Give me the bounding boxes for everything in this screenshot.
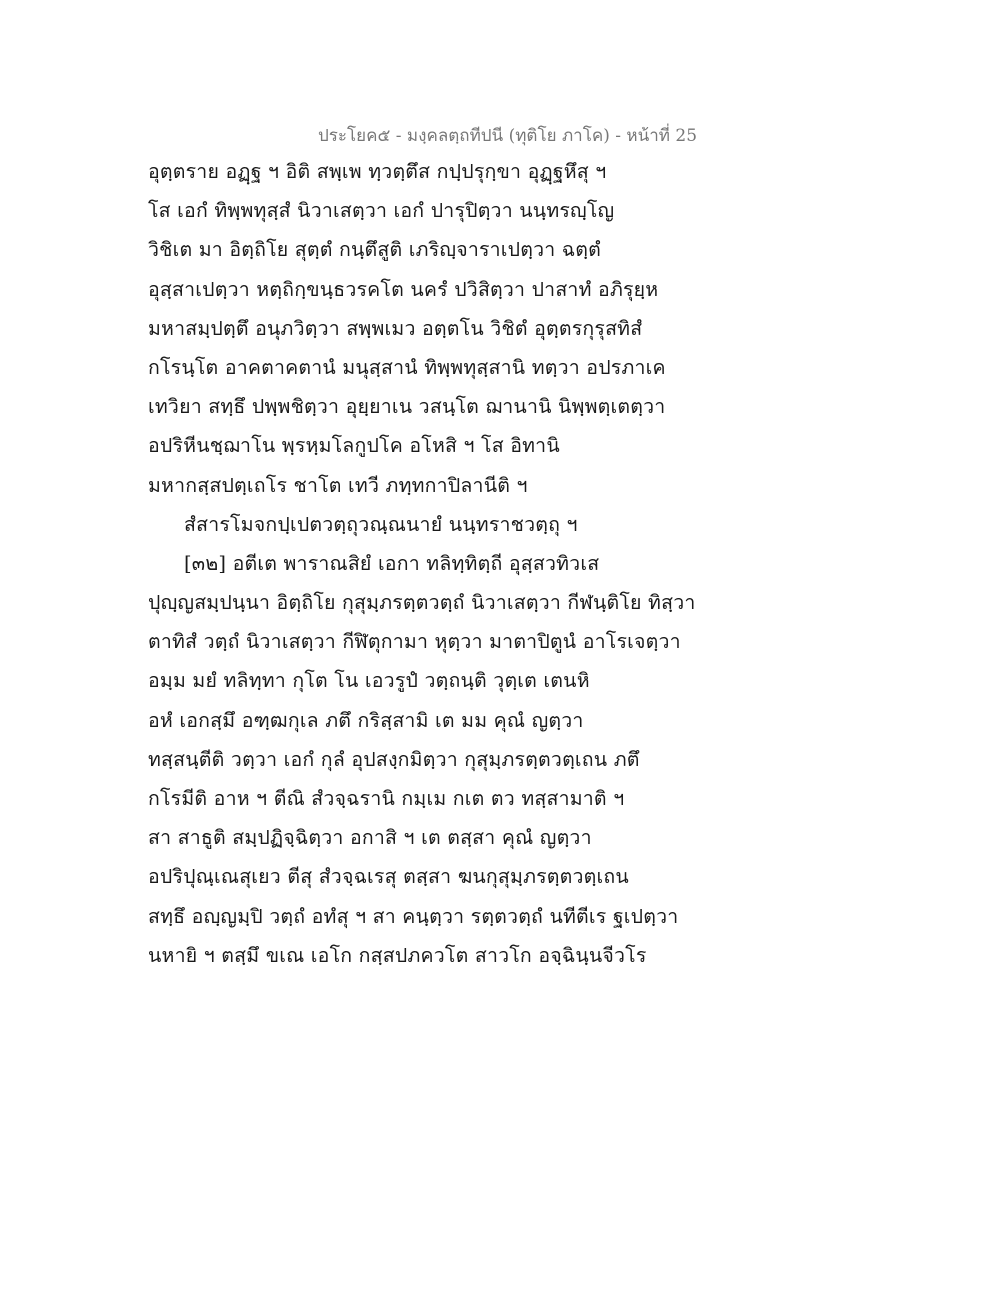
text-line: ปุญฺญสมฺปนฺนา อิตฺถิโย กุสุมฺภรตฺตวตฺถํ นิวาเสตฺวา กีฬนฺติโย ทิสฺวา xyxy=(148,591,696,615)
running-header: ประโยค๕ - มงฺคลตฺถทีปนี (ทุติโย ภาโค) - หน้าที่ 25 xyxy=(318,126,698,146)
section-number-line: [๓๒] อตีเต พาราณสิยํ เอกา ทลิทฺทิตฺถี อุสฺสวทิวเส xyxy=(184,551,600,575)
text-line: วิชิเต มา อิตฺถิโย สุตฺตํ กนฺตึสูติ เภริญฺจาราเปตฺวา ฉตฺตํ xyxy=(148,238,602,262)
story-title-line: สํสารโมจกปฺเปตวตฺถุวณฺณนายํ นนฺทราชวตฺถุ ฯ xyxy=(184,512,578,536)
text-line: อปริหีนชฺฌาโน พฺรหฺมโลกูปโค อโหสิ ฯ โส อิทานิ xyxy=(148,434,560,458)
text-line: กโรนฺโต อาคตาคตานํ มนุสฺสานํ ทิพฺพทุสฺสานิ ทตฺวา อปรภาเค xyxy=(148,355,666,379)
text-line: อหํ เอกสฺมึ อฑฺฒกุเล ภตึ กริสฺสามิ เต มม คุณํ ญตฺวา xyxy=(148,708,584,732)
text-line: อุสฺสาเปตฺวา หตฺถิกฺขนฺธวรคโต นครํ ปวิสิตฺวา ปาสาทํ อภิรุยฺห xyxy=(148,277,659,301)
text-line: อปริปุณฺเณสุเยว ตีสุ สํวจฺฉเรสุ ตสฺสา ฆนกุสุมฺภรตฺตวตฺเถน xyxy=(148,865,629,889)
text-line: ทสฺสนฺตีติ วตฺวา เอกํ กุลํ อุปสงฺกมิตฺวา กุสุมฺภรตฺตวตฺเถน ภตึ xyxy=(148,747,640,771)
text-line: โส เอกํ ทิพฺพทุสฺสํ นิวาเสตฺวา เอกํ ปารุปิตฺวา นนฺทรญฺโญ xyxy=(148,199,615,223)
text-line: มหากสฺสปตฺเถโร ชาโต เทวี ภทฺทกาปิลานีติ ฯ xyxy=(148,473,528,497)
text-line: เทวิยา สทฺธึ ปพฺพชิตฺวา อุยฺยาเน วสนฺโต ฌานานิ นิพฺพตฺเตตฺวา xyxy=(148,395,666,419)
text-line: สา สาธูติ สมฺปฏิจฺฉิตฺวา อกาสิ ฯ เต ตสฺสา คุณํ ญตฺวา xyxy=(148,826,592,850)
body-text xyxy=(148,152,708,975)
text-line: กโรมีติ อาห ฯ ตีณิ สํวจฺฉรานิ กมฺเม กเต ตว ทสฺสามาติ ฯ xyxy=(148,787,625,810)
text-line: มหาสมฺปตฺตึ อนุภวิตฺวา สพฺพเมว อตฺตโน วิชิตํ อุตฺตรกุรุสทิสํ xyxy=(148,316,643,340)
text-line: นหายิ ฯ ตสฺมึ ขเณ เอโก กสฺสปภควโต สาวโก อจฺฉินฺนจีวโร xyxy=(148,943,647,967)
text-line: อมฺม มยํ ทลิทฺทา กุโต โน เอวรูปํ วตฺถนฺติ วุตฺเต เตนหิ xyxy=(148,669,590,693)
text-line: สทฺธึ อญฺญมฺปิ วตฺถํ อทํสุ ฯ สา คนฺตฺวา รตฺตวตฺถํ นทีตีเร ฐเปตฺวา xyxy=(148,904,679,928)
text-line: อุตฺตราย อฏฺฐ ฯ อิติ สพฺเพ ทฺวตฺตึส กปฺปรุกฺขา อุฏฺฐหึสุ ฯ xyxy=(148,160,607,183)
text-line: ตาทิสํ วตฺถํ นิวาเสตฺวา กีฬิตุกามา หุตฺวา มาตาปิตูนํ อาโรเจตฺวา xyxy=(148,630,681,654)
